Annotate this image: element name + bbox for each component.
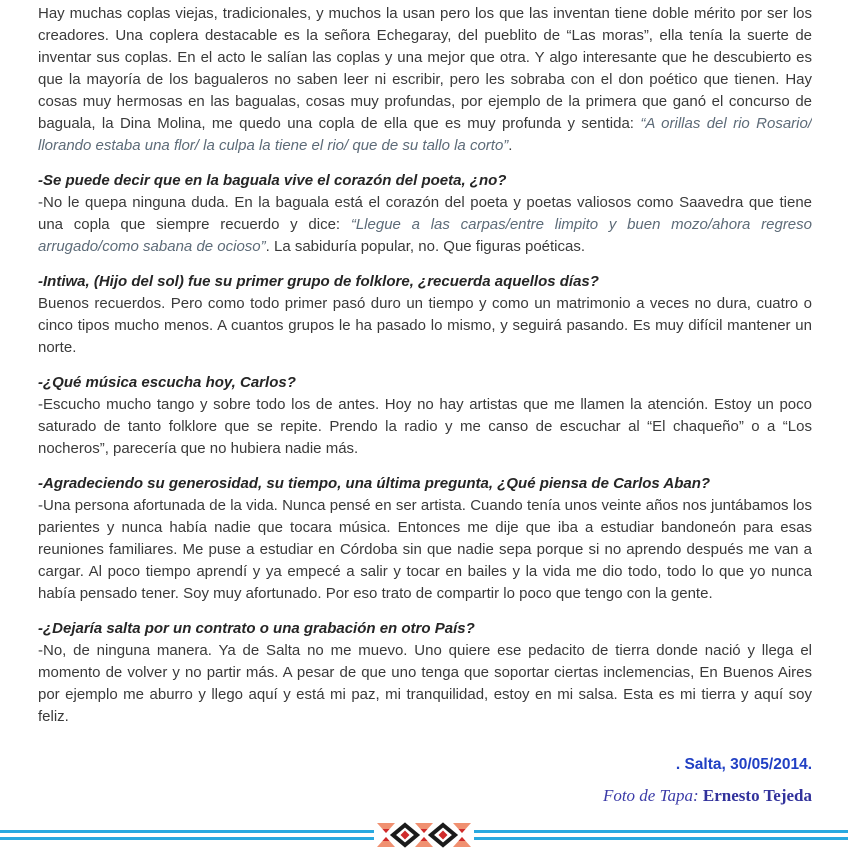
date-place-line: . Salta, 30/05/2014.	[675, 756, 812, 773]
text-segment: -Escucho mucho tango y sobre todo los de antes. Hoy no hay artistas que me llamen la atención. Estoy un poco saturado de tanto folklore que se repite. Prendo la radio y me canso de escuchar al “El chaqueño” o a “Los nocheros”, parecería que no hubiera nadie más.	[38, 396, 812, 457]
interview-question	[38, 372, 812, 394]
interview-question	[38, 271, 812, 293]
text-segment: -Una persona afortunada de la vida. Nunca pensé en ser artista. Cuando tenía unos veinte años nos juntábamos los parientes y nunca había nadie que tocara música. Entonces me dije que iba a estudiar bandoneón para esas reuniones familiares. Me puse a estudiar en Córdoba sin que nadie sepa porque si no aprendo después me van a cargar. Al poco tiempo aprendí y ya empecé a salir y tocar en bailes y la vida me dio todo, todo lo que yo nunca había pensado tener. Soy muy afortunado. Por eso trato de compartir lo poco que tengo con la gente.	[38, 497, 812, 602]
text-segment: Hay muchas coplas viejas, tradicionales, y muchos la usan pero los que las inventan tiene doble mérito por ser los creadores. Una coplera destacable es la señora Echegaray, del pueblito de “Las moras”, ella tenía la suerte de inventar sus coplas. En el acto le salían las coplas y una mejor que otra. Y algo interesante que he descubierto es que la mayoría de los bagualeros no saben leer ni escribir, pero les sobraba con el don poético que tienen. Hay cosas muy hermosas en las bagualas, cosas muy profundas, por ejemplo de la primera que ganó el concurso de baguala, la Dina Molina, me quedo una copla de ella que es muy profunda y sentida:	[38, 5, 812, 132]
text-segment: . La sabiduría popular, no. Que figuras poéticas.	[265, 238, 586, 255]
credit-label: Foto de Tapa:	[602, 786, 699, 805]
copla-quote: “A orillas del rio Rosario/ llorando estaba una flor/ la culpa la tiene el rio/ que de su tallo la corto”	[38, 115, 812, 154]
textile-motif-icon	[374, 821, 474, 849]
text-segment: -Se puede decir que en la baguala vive el corazón del poeta, ¿no?	[38, 172, 507, 189]
credit-name: Ernesto Tejeda	[702, 786, 812, 805]
interview-question	[38, 618, 812, 640]
text-segment: -¿Qué música escucha hoy, Carlos?	[38, 374, 296, 391]
interview-text	[38, 3, 812, 751]
text-segment: -¿Dejaría salta por un contrato o una grabación en otro País?	[38, 620, 475, 637]
interview-paragraph	[38, 394, 812, 460]
footer-rule-left	[0, 830, 374, 840]
interview-paragraph	[38, 192, 812, 258]
text-segment: -Intiwa, (Hijo del sol) fue su primer grupo de folklore, ¿recuerda aquellos días?	[38, 273, 599, 290]
interview-question	[38, 473, 812, 495]
interview-paragraph	[38, 3, 812, 157]
text-segment: .	[508, 137, 513, 154]
text-segment: Buenos recuerdos. Pero como todo primer pasó duro un tiempo y como un matrimonio a veces no dura, cuatro o cinco tipos mucho menos. A cuantos grupos le ha pasado lo mismo, y seguirá pasando. Es muy difícil mantener un norte.	[38, 295, 812, 356]
interview-paragraph	[38, 495, 812, 605]
interview-paragraph	[38, 640, 812, 728]
copla-quote: “Llegue a las carpas/entre limpito y buen mozo/ahora regreso arrugado/como sabana de ocioso”	[38, 216, 812, 255]
text-segment: -No, de ninguna manera. Ya de Salta no me muevo. Uno quiere ese pedacito de tierra donde nació y llega el momento de volver y no partir más. A pesar de que uno tenga que soportar ciertas inclemencias, En Buenos Aires por ejemplo me aburro y llego aquí y está mi paz, mi tranquilidad, estoy en mi salsa. Esta es mi tierra y aquí soy feliz.	[38, 642, 812, 725]
interview-paragraph	[38, 293, 812, 359]
footer-rule-right	[474, 830, 848, 840]
text-segment: -No le quepa ninguna duda. En la baguala está el corazón del poeta y poetas valiosos como Saavedra que tiene una copla que siempre recuerdo y dice:	[38, 194, 812, 233]
text-segment: -Agradeciendo su generosidad, su tiempo, una última pregunta, ¿Qué piensa de Carlos Aban?	[38, 475, 711, 492]
interview-question	[38, 170, 812, 192]
cover-photo-credit	[603, 786, 812, 806]
page-footer	[0, 820, 848, 850]
